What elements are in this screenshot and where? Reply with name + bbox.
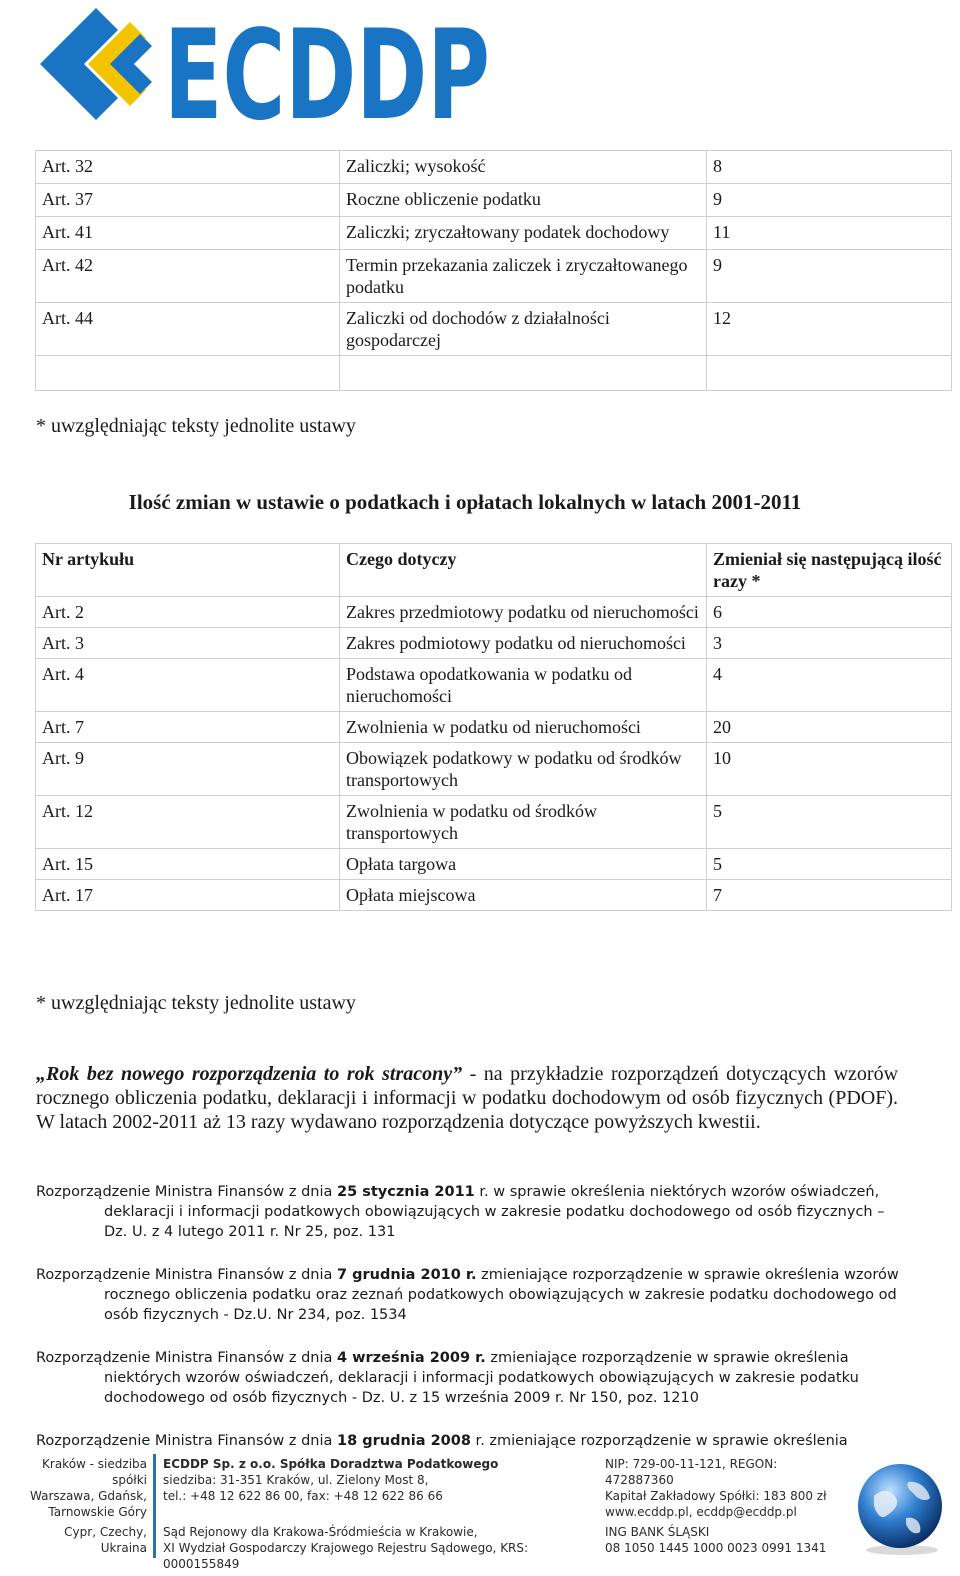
topic-cell: Zakres podmiotowy podatku od nieruchomości (340, 628, 707, 659)
table-row (36, 356, 952, 391)
table-row (36, 184, 952, 217)
article-cell: Art. 37 (36, 184, 340, 217)
page-footer (0, 1452, 960, 1576)
count-cell: 10 (707, 743, 952, 796)
table-row (36, 151, 952, 184)
footer-line: NIP: 729-00-11-121, REGON: 472887360 (605, 1457, 778, 1487)
count-cell (707, 356, 952, 391)
table-row (36, 743, 952, 796)
topic-cell: Zwolnienia w podatku od środków transportowych (340, 796, 707, 849)
article-cell: Art. 3 (36, 628, 340, 659)
count-cell: 6 (707, 597, 952, 628)
regulation-text: r. zmieniające rozporządzenie w sprawie określenia (470, 1433, 848, 1449)
table-row (36, 217, 952, 250)
article-cell: Art. 9 (36, 743, 340, 796)
footer-line: Warszawa, Gdańsk, (30, 1489, 147, 1503)
count-cell: 9 (707, 184, 952, 217)
footer-line: siedziba: 31-351 Kraków, ul. Zielony Most 8, (163, 1473, 429, 1487)
footnote: * uwzględniając teksty jednolite ustawy (36, 415, 356, 437)
footer-offices (4, 1456, 147, 1520)
table-row (36, 796, 952, 849)
footer-line: Tarnowskie Góry (48, 1505, 147, 1519)
count-cell: 5 (707, 796, 952, 849)
topic-cell: Opłata targowa (340, 849, 707, 880)
article-cell: Art. 42 (36, 250, 340, 303)
regulation-text: zmieniające rozporządzenie w sprawie określenia wzorów rocznego obliczenia podatku oraz zeznań podatkowych obowiązujących w zakresie podatku dochodowego od osób fizycznych - Dz.U. Nr 234, poz. 1534 (104, 1267, 899, 1323)
count-cell: 7 (707, 880, 952, 911)
table-row (36, 712, 952, 743)
quote-text: „Rok bez nowego rozporządzenia to rok stracony” (36, 1063, 463, 1085)
count-cell: 8 (707, 151, 952, 184)
column-header: Nr artykułu (36, 544, 340, 597)
footer-court (163, 1524, 593, 1572)
table-row (36, 659, 952, 712)
footer-line: Cypr, Czechy, (64, 1525, 147, 1539)
section-heading: Ilość zmian w ustawie o podatkach i opłatach lokalnych w latach 2001-2011 (128, 490, 802, 514)
count-cell: 9 (707, 250, 952, 303)
topic-cell (340, 356, 707, 391)
regulation-entry (36, 1265, 900, 1325)
table-row (36, 597, 952, 628)
column-header: Zmieniał się następującą ilość razy * (707, 544, 952, 597)
regulation-prefix: Rozporządzenie Ministra Finansów z dnia (36, 1433, 337, 1449)
company-name: ECDDP Sp. z o.o. Spółka Doradztwa Podatkowego (163, 1457, 499, 1471)
article-cell: Art. 7 (36, 712, 340, 743)
articles-table-1 (35, 150, 952, 391)
article-cell: Art. 41 (36, 217, 340, 250)
paragraph-text: - na przykładzie rozporządzeń dotyczących wzorów rocznego obliczenia podatku, deklaracji i informacji w podatku dochodowym od osób fizycznych (PDOF). W latach 2002-2011 aż 13 razy wydawano rozporządzenia dotyczące powyższych kwestii. (36, 1063, 899, 1133)
footer-foreign-offices (4, 1524, 147, 1556)
table-row (36, 849, 952, 880)
globe-icon (852, 1460, 948, 1556)
table-row (36, 880, 952, 911)
regulation-prefix: Rozporządzenie Ministra Finansów z dnia (36, 1267, 337, 1283)
article-cell: Art. 4 (36, 659, 340, 712)
topic-cell: Podstawa opodatkowania w podatku od nieruchomości (340, 659, 707, 712)
footer-line: www.ecddp.pl, ecddp@ecddp.pl (605, 1505, 797, 1519)
regulation-prefix: Rozporządzenie Ministra Finansów z dnia (36, 1350, 337, 1366)
count-cell: 3 (707, 628, 952, 659)
count-cell: 12 (707, 303, 952, 356)
table-row (36, 628, 952, 659)
regulation-prefix: Rozporządzenie Ministra Finansów z dnia (36, 1184, 337, 1200)
article-cell: Art. 12 (36, 796, 340, 849)
regulation-text: r. w sprawie określenia niektórych wzorów oświadczeń, deklaracji i informacji podatkowych obowiązujących w zakresie podatku dochodowego od osób fizycznych – Dz. U. z 4 lutego 2011 r. Nr 25, poz. 131 (104, 1184, 885, 1240)
column-header: Czego dotyczy (340, 544, 707, 597)
regulation-text: zmieniające rozporządzenie w sprawie określenia niektórych wzorów oświadczeń, deklaracji i informacji podatkowych obowiązujących w zakresie podatku dochodowego od osób fizycznych - Dz. U. z 15 września 2009 r. Nr 150, poz. 1210 (104, 1350, 859, 1406)
regulation-entry (36, 1348, 900, 1408)
footnote: * uwzględniając teksty jednolite ustawy (36, 992, 356, 1014)
footer-line: XI Wydział Gospodarczy Krajowego Rejestru Sądowego, KRS: 0000155849 (163, 1541, 529, 1571)
topic-cell: Roczne obliczenie podatku (340, 184, 707, 217)
footer-line: Sąd Rejonowy dla Krakowa-Śródmieścia w Krakowie, (163, 1525, 478, 1539)
footer-line: Kraków - siedziba spółki (42, 1457, 147, 1487)
topic-cell: Zakres przedmiotowy podatku od nieruchomości (340, 597, 707, 628)
table-row (36, 303, 952, 356)
article-cell: Art. 17 (36, 880, 340, 911)
regulation-entry (36, 1182, 900, 1242)
regulation-entry (36, 1431, 900, 1451)
count-cell: 11 (707, 217, 952, 250)
footer-line: Kapitał Zakładowy Spółki: 183 800 zł (605, 1489, 827, 1503)
topic-cell: Termin przekazania zaliczek i zryczałtowanego podatku (340, 250, 707, 303)
article-cell: Art. 44 (36, 303, 340, 356)
article-cell: Art. 32 (36, 151, 340, 184)
regulation-date: 18 grudnia 2008 (337, 1433, 471, 1449)
topic-cell: Opłata miejscowa (340, 880, 707, 911)
regulation-date: 25 stycznia 2011 (337, 1184, 475, 1200)
table-row (36, 250, 952, 303)
svg-text:ECDDP: ECDDP (164, 4, 490, 148)
table-header-row (36, 544, 952, 597)
article-cell (36, 356, 340, 391)
footer-registration (605, 1456, 845, 1520)
footer-company (163, 1456, 593, 1504)
topic-cell: Zaliczki; zryczałtowany podatek dochodowy (340, 217, 707, 250)
count-cell: 5 (707, 849, 952, 880)
articles-table-2 (35, 543, 952, 911)
regulation-date: 7 grudnia 2010 r. (337, 1267, 477, 1283)
topic-cell: Zaliczki od dochodów z działalności gospodarczej (340, 303, 707, 356)
footer-line: tel.: +48 12 622 86 00, fax: +48 12 622 86 66 (163, 1489, 443, 1503)
article-cell: Art. 2 (36, 597, 340, 628)
body-paragraph (36, 1062, 898, 1134)
topic-cell: Zwolnienia w podatku od nieruchomości (340, 712, 707, 743)
footer-divider (153, 1454, 156, 1558)
topic-cell: Zaliczki; wysokość (340, 151, 707, 184)
footer-line: 08 1050 1445 1000 0023 0991 1341 (605, 1541, 827, 1555)
regulation-date: 4 września 2009 r. (337, 1350, 486, 1366)
count-cell: 4 (707, 659, 952, 712)
footer-line: Ukraina (100, 1541, 147, 1555)
topic-cell: Obowiązek podatkowy w podatku od środków transportowych (340, 743, 707, 796)
footer-line: ING BANK ŚLĄSKI (605, 1525, 710, 1539)
article-cell: Art. 15 (36, 849, 340, 880)
footer-bank (605, 1524, 845, 1556)
count-cell: 20 (707, 712, 952, 743)
ecddp-logo (34, 0, 494, 148)
